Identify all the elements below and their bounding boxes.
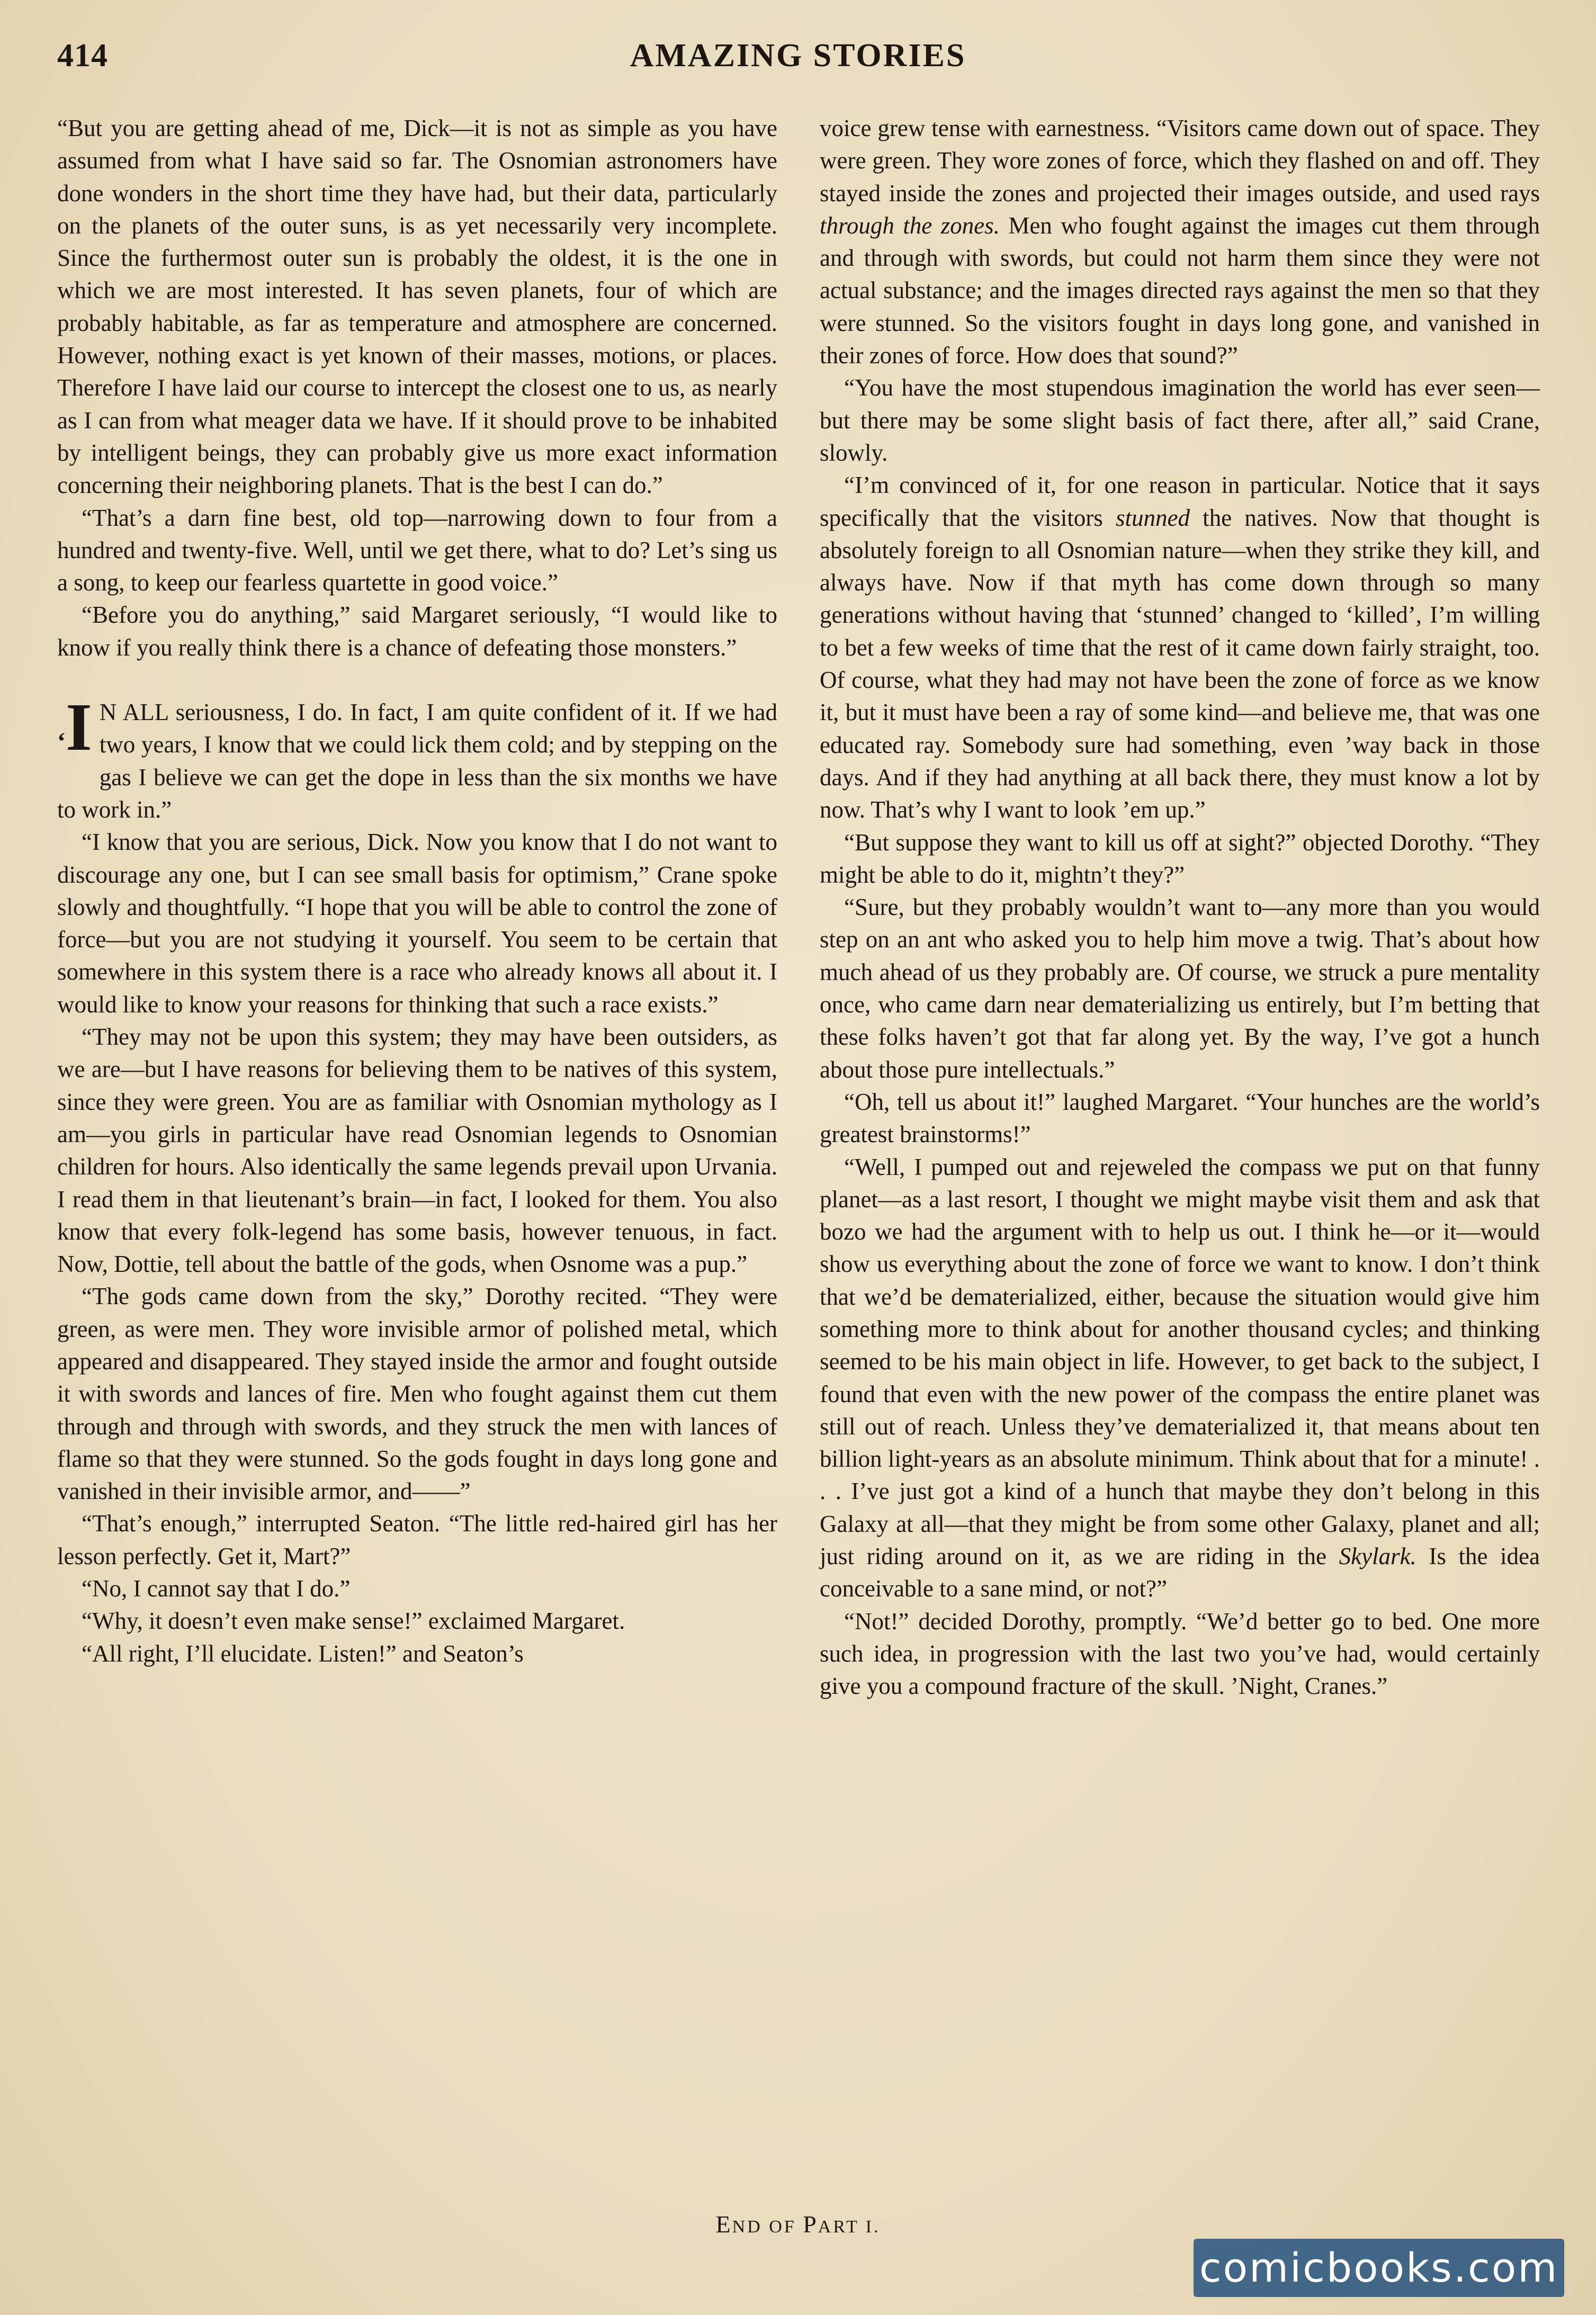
- paragraph: “That’s a darn fine best, old top—narrowing down to four from a hundred and twenty-five. Well, until we get there, what to do? Let’s sing us a song, to keep our fearless quartette in good voice.”: [57, 504, 777, 596]
- paragraph: “Sure, but they probably wouldn’t want to—any more than you would step on an ant who asked you to help him move a twig. That’s about how much ahead of us they probably are. Of course, we struck a pure mentality once, who came darn near dematerializing us entirely, but I’m betting that these folks haven’t got that far along yet. By the way, I’ve got a hunch about those pure intellectuals.”: [820, 894, 1540, 1083]
- paragraph: “But you are getting ahead of me, Dick—it is not as simple as you have assumed from what I have said so far. The Osnomian astronomers have done wonders in the short time they have had, but their data, particularly on the planets of the outer suns, is as yet necessarily very incomplete. Since the furthermost outer sun is probably the oldest, it is the one in which we are most interested. It has seven planets, four of which are probably habitable, as far as temperature and atmosphere are concerned. However, nothing exact is yet known of their masses, motions, or places. Therefore I have laid our course to intercept the closest one to us, as nearly as I can from what meager data we have. If it should prove to be inhabited by intelligent beings, they can probably give us more exact information concerning their neighboring planets. That is the best I can do.”: [57, 115, 777, 499]
- paragraph: “Before you do anything,” said Margaret seriously, “I would like to know if you really think there is a chance of defeating those monsters.”: [57, 602, 777, 661]
- drop-cap: [57, 689, 92, 768]
- text-run: voice grew tense with earnestness. “Visitors came down out of space. They were green. They wore zones of force, which they flashed on and off. They stayed inside the zones and projected their images outside, and used rays: [820, 115, 1540, 207]
- italic-text: through the zones.: [820, 212, 1000, 239]
- left-column: [57, 112, 777, 1670]
- footer-cap: E: [715, 2211, 732, 2238]
- text-run: Is the idea conceivable to a sane mind, or not?”: [820, 1543, 1540, 1602]
- paragraph: “Oh, tell us about it!” laughed Margaret. “Your hunches are the world’s greatest brainstorms!”: [820, 1088, 1540, 1148]
- text-run: “I’m convinced of it, for one reason in particular. Notice that it says specifically that the visitors: [820, 472, 1540, 531]
- drop-cap-quote: ‘: [57, 728, 66, 756]
- paragraph: “I know that you are serious, Dick. Now you know that I do not want to discourage any one, but I can see small basis for optimism,” Crane spoke slowly and thoughtfully. “I hope that you will be able to control the zone of force—but you are not studying it yourself. You seem to be certain that somewhere in this system there is a race who already knows all about it. I would like to know your reasons for thinking that such a race exists.”: [57, 829, 777, 1018]
- footer-smallcaps: ART I.: [818, 2217, 881, 2237]
- italic-text: Skylark.: [1339, 1543, 1416, 1570]
- site-watermark: comicbooks.com: [1194, 2239, 1564, 2297]
- paragraph: “Not!” decided Dorothy, promptly. “We’d better go to bed. One more such idea, in progression with the last two you’ve had, would certainly give you a compound fracture of the skull. ’Night, Cranes.”: [820, 1608, 1540, 1700]
- footer-smallcaps: ND OF: [732, 2217, 803, 2237]
- page-number: 414: [57, 38, 108, 74]
- section-paragraph: [57, 689, 777, 826]
- page-header: [57, 37, 1539, 85]
- paragraph: “You have the most stupendous imagination the world has ever seen—but there may be some slight basis of fact there, after all,” said Crane, slowly.: [820, 374, 1540, 466]
- paragraph: “Why, it doesn’t even make sense!” exclaimed Margaret.: [82, 1608, 625, 1635]
- text-run: the natives. Now that thought is absolutely foreign to all Osnomian nature—when they strike they kill, and always have. Now if that myth has come down through so many generations without having that ‘stunned’ changed to ‘killed’, I’m willing to bet a few weeks of time that the rest of it came down fairly straight, too. Of course, what they had may not have been the zone of force as we know it, but it must have been a ray of some kind—and believe me, that was one educated ray. Somebody sure had something, even ’way back in those days. And if they had anything at all back there, they must know a lot by now. That’s why I want to look ’em up.”: [820, 504, 1540, 823]
- text-run: Men who fought against the images cut them through and through with swords, but could not harm them since they were not actual substance; and the images directed rays against the men so that they were stunned. So the visitors fought in days long gone, and vanished in their zones of force. How does that sound?”: [820, 212, 1540, 369]
- magazine-title: AMAZING STORIES: [630, 38, 966, 74]
- paragraph: “The gods came down from the sky,” Dorothy recited. “They were green, as were men. They wore invisible armor of polished metal, which appeared and disappeared. They stayed inside the armor and fought outside it with swords and lances of fire. Men who fought against them cut them through and through with swords, and they struck the men with lances of flame so that they were stunned. So the gods fought in days long gone and vanished in their invisible armor, and——”: [57, 1283, 777, 1505]
- paragraph: [820, 1151, 1540, 1605]
- footer-cap: P: [803, 2211, 818, 2238]
- paragraph: “No, I cannot say that I do.”: [82, 1575, 351, 1602]
- section-text: N ALL seriousness, I do. In fact, I am quite confident of it. If we had two years, I know that we could lick them cold; and by stepping on the gas I believe we can get the dope in less than the six months we have to work in.”: [57, 699, 777, 823]
- italic-text: stunned: [1115, 504, 1190, 531]
- end-of-part: [0, 2210, 1596, 2238]
- text-run: “Well, I pumped out and rejeweled the compass we put on that funny planet—as a last resort, I thought we might maybe visit them and ask that bozo we had the argument with to help us out. I think he—or it—would show us everything about the zone of force we want to know. I don’t think that we’d be dematerialized, either, because the situation would give him something more to think about for another thousand cycles; and thinking seemed to be his main object in life. However, to get back to the subject, I found that even with the new power of the compass the entire planet was still out of reach. Unless they’ve dematerialized it, that means about ten billion light-years as an absolute minimum. Think about that for a minute! . . . I’ve just got a kind of a hunch that maybe they don’t belong in this Galaxy at all—that they might be from some other Galaxy, planet and all; just riding around on it, as we are riding in the: [820, 1153, 1540, 1570]
- paragraph: “That’s enough,” interrupted Seaton. “The little red-haired girl has her lesson perfectly. Get it, Mart?”: [57, 1510, 777, 1569]
- paragraph: “All right, I’ll elucidate. Listen!” and Seaton’s: [82, 1640, 524, 1667]
- drop-cap-letter: I: [65, 689, 92, 765]
- paragraph: [820, 112, 1540, 372]
- paragraph: “But suppose they want to kill us off at sight?” objected Dorothy. “They might be able to do it, mightn’t they?”: [820, 829, 1540, 888]
- paragraph: “They may not be upon this system; they may have been outsiders, as we are—but I have reasons for believing them to be natives of this system, since they were green. You are as familiar with Osnomian mythology as I am—you girls in particular have read Osnomian legends to Osnomian children for hours. Also identically the same legends prevail upon Urvania. I read them in that lieutenant’s brain—in fact, I looked for them. You also know that every folk-legend has some basis, however tenuous, in fact. Now, Dottie, tell about the battle of the gods, when Osnome was a pup.”: [57, 1024, 777, 1278]
- paragraph: [820, 469, 1540, 826]
- right-column: [820, 112, 1540, 1703]
